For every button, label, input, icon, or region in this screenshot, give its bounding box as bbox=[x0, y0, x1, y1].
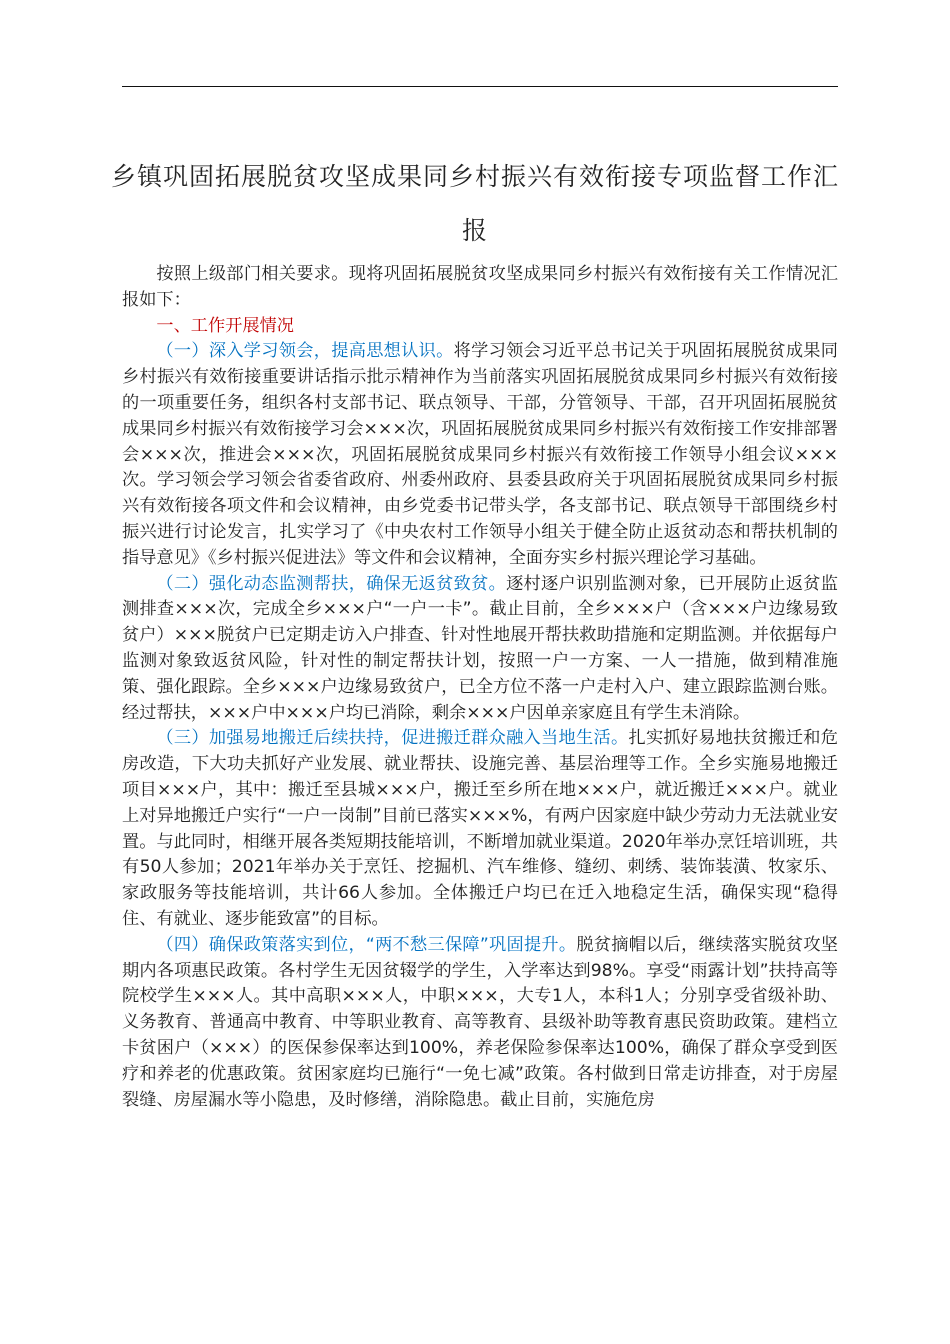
paragraph-1-heading: （一）深入学习领会，提高思想认识。 bbox=[156, 341, 454, 362]
intro-paragraph: 按照上级部门相关要求。现将巩固拓展脱贫攻坚成果同乡村振兴有效衔接有关工作情况汇报如下： bbox=[122, 264, 838, 310]
document-title: 乡镇巩固拓展脱贫攻坚成果同乡村振兴有效衔接专项监督工作汇报 bbox=[110, 162, 839, 245]
section-heading: 一、工作开展情况 bbox=[156, 315, 294, 336]
paragraph-2-text: 逐村逐户识别监测对象，已开展防止返贫监测排查×××次，完成全乡×××户“一户一卡”。截止目前，全乡×××户（含×××户边缘易致贫户）×××脱贫户已定期走访入户排查、针对性地展开帮扶救助措施和定期监测。并依据每户监测对象致返贫风险，针对性的制定帮扶计划，按照一户一方案、一人一措施，做到精准施策、强化跟踪。全乡×××户边缘易致贫户，已全方位不落一户走村入户、建立跟踪监测台账。经过帮扶，×××户中×××户均已消除，剩余×××户因单亲家庭且有学生未消除。 bbox=[122, 573, 838, 723]
paragraph-1 bbox=[122, 339, 838, 571]
header-rule bbox=[122, 86, 838, 87]
paragraph-3-heading: （三）加强易地搬迁后续扶持，促进搬迁群众融入当地生活。 bbox=[156, 728, 629, 749]
document-body bbox=[122, 262, 838, 1113]
paragraph-1-text: 将学习领会习近平总书记关于巩固拓展脱贫成果同乡村振兴有效衔接重要讲话指示批示精神作为当前落实巩固拓展脱贫成果同乡村振兴有效衔接的一项重要任务，组织各村支部书记、联点领导、干部，分管领导、干部，召开巩固拓展脱贫成果同乡村振兴有效衔接学习会×××次，巩固拓展脱贫成果同乡村振兴有效衔接工作安排部署会×××次，推进会×××次，巩固拓展脱贫成果同乡村振兴有效衔接工作领导小组会议×××次。学习领会学习领会省委省政府、州委州政府、县委县政府关于巩固拓展脱贫成果同乡村振兴有效衔接各项文件和会议精神，由乡党委书记带头学，各支部书记、联点领导干部围绕乡村振兴进行讨论发言，扎实学习了《中央农村工作领导小组关于健全防止返贫动态和帮扶机制的指导意见》《乡村振兴促进法》等文件和会议精神，全面夯实乡村振兴理论学习基础。 bbox=[122, 341, 838, 568]
paragraph-2 bbox=[122, 572, 838, 727]
paragraph-3 bbox=[122, 726, 838, 932]
paragraph-4-text: 脱贫摘帽以后，继续落实脱贫攻坚期内各项惠民政策。各村学生无因贫辍学的学生，入学率达到98%。享受“雨露计划”扶持高等院校学生×××人。其中高职×××人，中职×××，大专1人，本科1人；分别享受省级补助、义务教育、普通高中教育、中等职业教育、高等教育、县级补助等教育惠民资助政策。建档立卡贫困户（×××）的医保参保率达到100%，养老保险参保率达100%，确保了群众享受到医疗和养老的优惠政策。贫困家庭均已施行“一免七减”政策。各村做到日常走访排查，对于房屋裂缝、房屋漏水等小隐患，及时修缮，消除隐患。截止目前，实施危房 bbox=[122, 934, 838, 1110]
paragraph-2-heading: （二）强化动态监测帮扶，确保无返贫致贫。 bbox=[156, 573, 507, 594]
paragraph-4-heading: （四）确保政策落实到位，“两不愁三保障”巩固提升。 bbox=[156, 934, 577, 955]
paragraph-3-text: 扎实抓好易地扶贫搬迁和危房改造，下大功夫抓好产业发展、就业帮扶、设施完善、基层治理等工作。全乡实施易地搬迁项目×××户，其中：搬迁至县城×××户，搬迁至乡所在地×××户，就近搬迁×××户。就业上对异地搬迁户实行“一户一岗制”目前已落实×××%，有两户因家庭中缺少劳动力无法就业安置。与此同时，相继开展各类短期技能培训，不断增加就业渠道。2020年举办烹饪培训班，共有50人参加；2021年举办关于烹饪、挖掘机、汽车维修、缝纫、刺绣、装饰装潢、牧家乐、家政服务等技能培训，共计66人参加。全体搬迁户均已在迁入地稳定生活，确保实现“稳得住、有就业、逐步能致富”的目标。 bbox=[122, 728, 838, 929]
paragraph-4 bbox=[122, 933, 838, 1114]
